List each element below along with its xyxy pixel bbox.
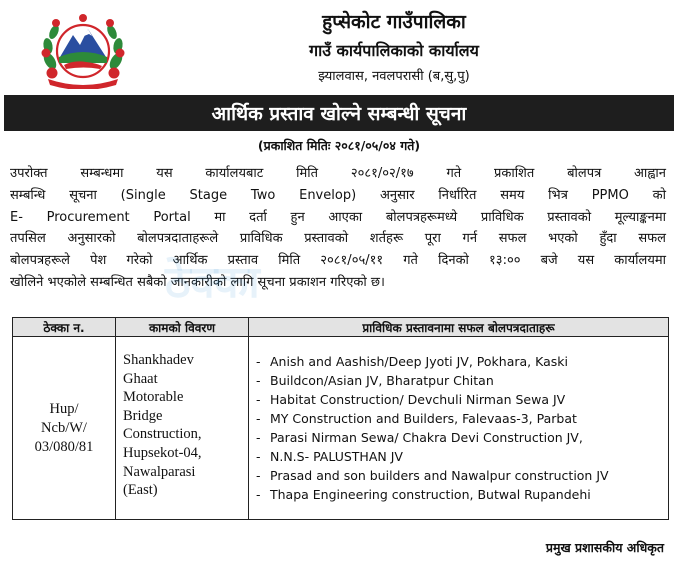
list-item: - Buildcon/Asian JV, Bharatpur Chitan	[254, 371, 668, 390]
body-line: सम्बन्धि सूचना (Single Stage Two Envelop) अनुसार निर्धारित समय भित्र PPMO को	[10, 187, 666, 203]
header-contract-no: ठेक्का न.	[13, 318, 116, 337]
work-description-line: Bridge	[123, 407, 163, 424]
list-item: - Prasad and son builders and Nawalpur construction JV	[254, 466, 668, 485]
office-address: झ्यालवास, नवलपरासी (ब,सु,पु)	[318, 69, 470, 84]
work-description-line: Nawalparasi	[123, 463, 196, 480]
list-item: - MY Construction and Builders, Falevaas-3, Parbat	[254, 409, 668, 428]
contract-number-line: 03/080/81	[34, 438, 94, 455]
notice-title: आर्थिक प्रस्ताव खोल्ने सम्बन्धी सूचना	[4, 95, 674, 131]
signatory-title: प्रमुख प्रशासकीय अधिकृत	[545, 540, 664, 555]
contract-number-cell	[13, 337, 116, 520]
body-line: E- Procurement Portal मा दर्ता हुन आएका बोलपत्रहरूमध्ये प्राविधिक प्रस्तावको मूल्याङ्कनमा	[10, 209, 666, 225]
notice-body	[10, 163, 666, 294]
work-description-line: Ghaat	[123, 370, 158, 387]
body-line: खोलिने भएकोले सम्बन्धित सबैको जानकारीको लागि सूचना प्रकाशन गरिएको छ।	[10, 274, 385, 290]
list-item: - Anish and Aashish/Deep Jyoti JV, Pokhara, Kaski	[254, 352, 668, 371]
list-item: - Habitat Construction/ Devchuli Nirman Sewa JV	[254, 390, 668, 409]
work-description-line: Hupsekot-04,	[123, 444, 202, 461]
work-description-line: (East)	[123, 482, 158, 499]
body-line: बोलपत्रहरूले पेश गरेको आर्थिक प्रस्ताव मिति २०८१/०५/११ गते दिनको १३:०० बजे यस कार्यालयमा	[10, 253, 666, 269]
table-row	[13, 337, 669, 520]
list-item: - Thapa Engineering construction, Butwal Rupandehi	[254, 485, 668, 504]
bidders-table	[12, 317, 669, 520]
work-description-line: Construction,	[123, 426, 202, 443]
list-item: - Parasi Nirman Sewa/ Chakra Devi Construction JV,	[254, 428, 668, 447]
header-work-description: कामको विवरण	[116, 318, 249, 337]
table-header-row	[13, 318, 669, 337]
municipality-name: हुप्सेकोट गाउँपालिका	[322, 11, 466, 33]
work-description-cell	[116, 337, 249, 520]
office-name: गाउँ कार्यपालिकाको कार्यालय	[309, 41, 479, 60]
body-line: उपरोक्त सम्बन्धमा यस कार्यालयबाट मिति २०८१/०२/१७ गते प्रकाशित बोलपत्र आह्वान	[10, 166, 666, 181]
list-item: - N.N.S- PALUSTHAN JV	[254, 447, 668, 466]
nepal-emblem-icon	[40, 13, 126, 89]
work-description-line: Shankhadev	[123, 352, 194, 368]
body-line: तपसिल अनुसारको बोलपत्रदाताहरूले प्राविधिक प्रस्तावको शर्तहरू पूरा गर्न सफल भएको हुँदा सफल	[10, 231, 666, 247]
published-date: (प्रकाशित मितिः २०८१/०५/०४ गते)	[257, 138, 421, 153]
contract-number-line: Hup/	[49, 400, 79, 417]
work-description-line: Motorable	[123, 389, 184, 406]
watermark: ठेक्का	[165, 257, 260, 308]
bidders-list	[249, 337, 668, 504]
header-successful-bidders: प्राविधिक प्रस्तावनामा सफल बोलपत्रदाताहरू	[249, 318, 669, 337]
contract-number-line: Ncb/W/	[41, 419, 87, 436]
bidders-cell	[249, 337, 669, 520]
